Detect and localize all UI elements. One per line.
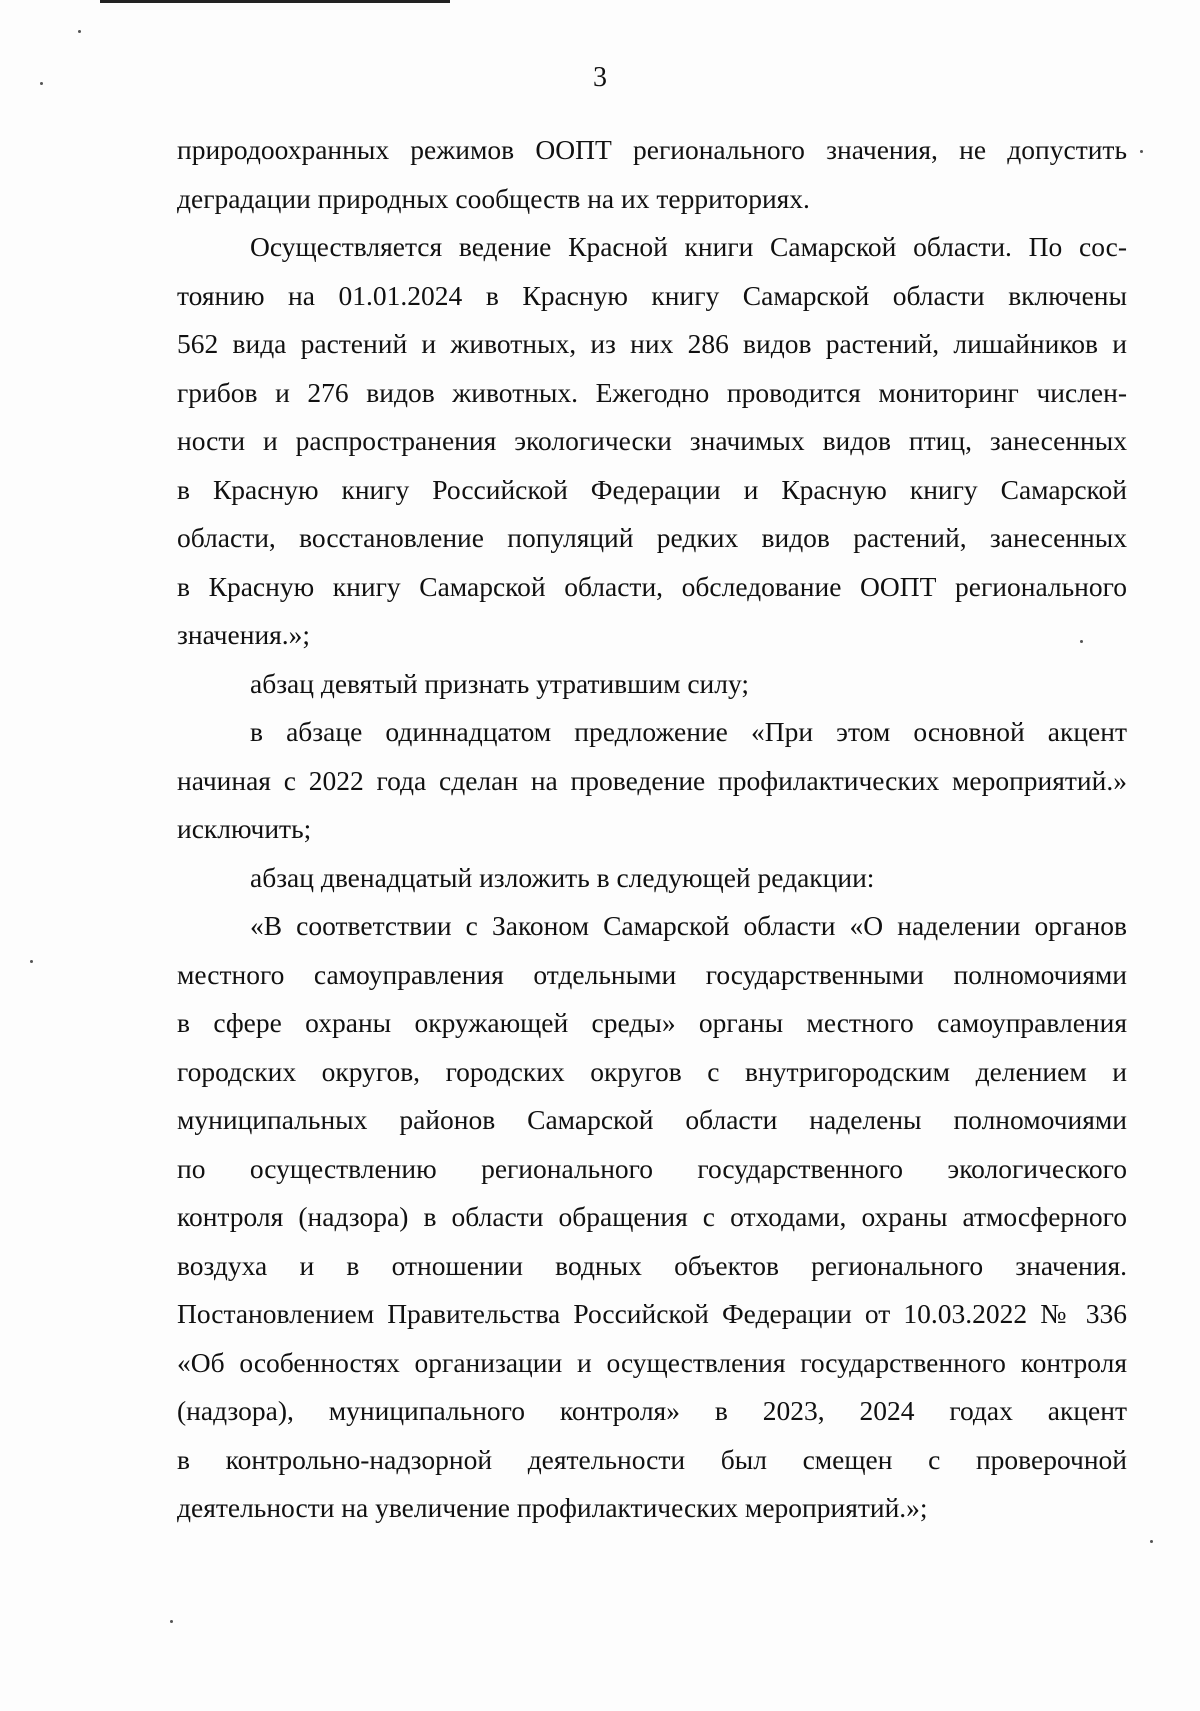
text-line: грибов и 276 видов животных. Ежегодно проводится мониторинг числен-	[177, 376, 1127, 408]
text-line: муниципальных районов Самарской области наделены полномочиями	[177, 1104, 1127, 1135]
scan-speck	[30, 960, 33, 963]
text-line: контроля (надзора) в области обращения с отходами, охраны атмосферного	[177, 1201, 1127, 1232]
scan-edge-line	[100, 0, 450, 3]
paragraph	[177, 902, 1127, 1533]
text-line: области, восстановление популяций редких видов растений, занесенных	[177, 522, 1127, 553]
paragraph	[177, 660, 1127, 709]
text-line: «В соответствии с Законом Самарской области «О наделении органов	[250, 910, 1127, 941]
text-line: городских округов, городских округов с внутригородским делением и	[177, 1055, 1127, 1087]
text-line: абзац девятый признать утратившим силу;	[250, 667, 750, 699]
text-line: деградации природных сообществ на их территориях.	[177, 182, 810, 214]
text-line: ности и распространения экологически значимых видов птиц, занесенных	[177, 425, 1127, 456]
scan-speck	[1080, 640, 1083, 643]
text-line: значения.»;	[177, 619, 311, 650]
paragraph	[177, 223, 1127, 660]
text-line: Осуществляется ведение Красной книги Самарской области. По сос-	[250, 231, 1127, 262]
text-line: «Об особенностях организации и осуществления государственного контроля	[177, 1346, 1127, 1378]
text-line: в Красную книгу Российской Федерации и Красную книгу Самарской	[177, 473, 1127, 505]
text-line: 562 вида растений и животных, из них 286 видов растений, лишайников и	[177, 328, 1127, 359]
page-number: 3	[593, 62, 607, 93]
text-line: в контрольно-надзорной деятельности был смещен с проверочной	[177, 1443, 1127, 1475]
scan-speck	[170, 1620, 173, 1623]
text-line: в абзаце одиннадцатом предложение «При этом основной акцент	[250, 716, 1127, 747]
paragraph	[177, 708, 1127, 854]
scan-speck	[78, 30, 81, 33]
text-line: (надзора), муниципального контроля» в 2023, 2024 годах акцент	[177, 1395, 1127, 1426]
text-line: исключить;	[177, 813, 312, 844]
text-line: воздуха и в отношении водных объектов регионального значения.	[177, 1249, 1127, 1281]
text-line: Постановлением Правительства Российской Федерации от 10.03.2022 № 336	[177, 1298, 1127, 1329]
text-line: природоохранных режимов ООПТ регионального значения, не допустить	[177, 134, 1127, 165]
scan-speck	[1150, 1540, 1153, 1543]
text-line: в сфере охраны окружающей среды» органы местного самоуправления	[177, 1007, 1127, 1038]
paragraph	[177, 126, 1127, 223]
text-line: тоянию на 01.01.2024 в Красную книгу Самарской области включены	[177, 279, 1127, 311]
paragraph	[177, 854, 1127, 903]
text-line: местного самоуправления отдельными государственными полномочиями	[177, 958, 1127, 990]
scan-speck	[40, 82, 43, 85]
text-line: деятельности на увеличение профилактических мероприятий.»;	[177, 1492, 928, 1523]
text-line: начиная с 2022 года сделан на проведение профилактических мероприятий.»	[177, 764, 1127, 796]
text-line: абзац двенадцатый изложить в следующей редакции:	[250, 861, 875, 893]
scan-speck	[1140, 150, 1143, 153]
text-line: по осуществлению регионального государственного экологического	[177, 1152, 1127, 1184]
text-line: в Красную книгу Самарской области, обследование ООПТ регионального	[177, 570, 1127, 602]
document-body	[177, 126, 1127, 1533]
